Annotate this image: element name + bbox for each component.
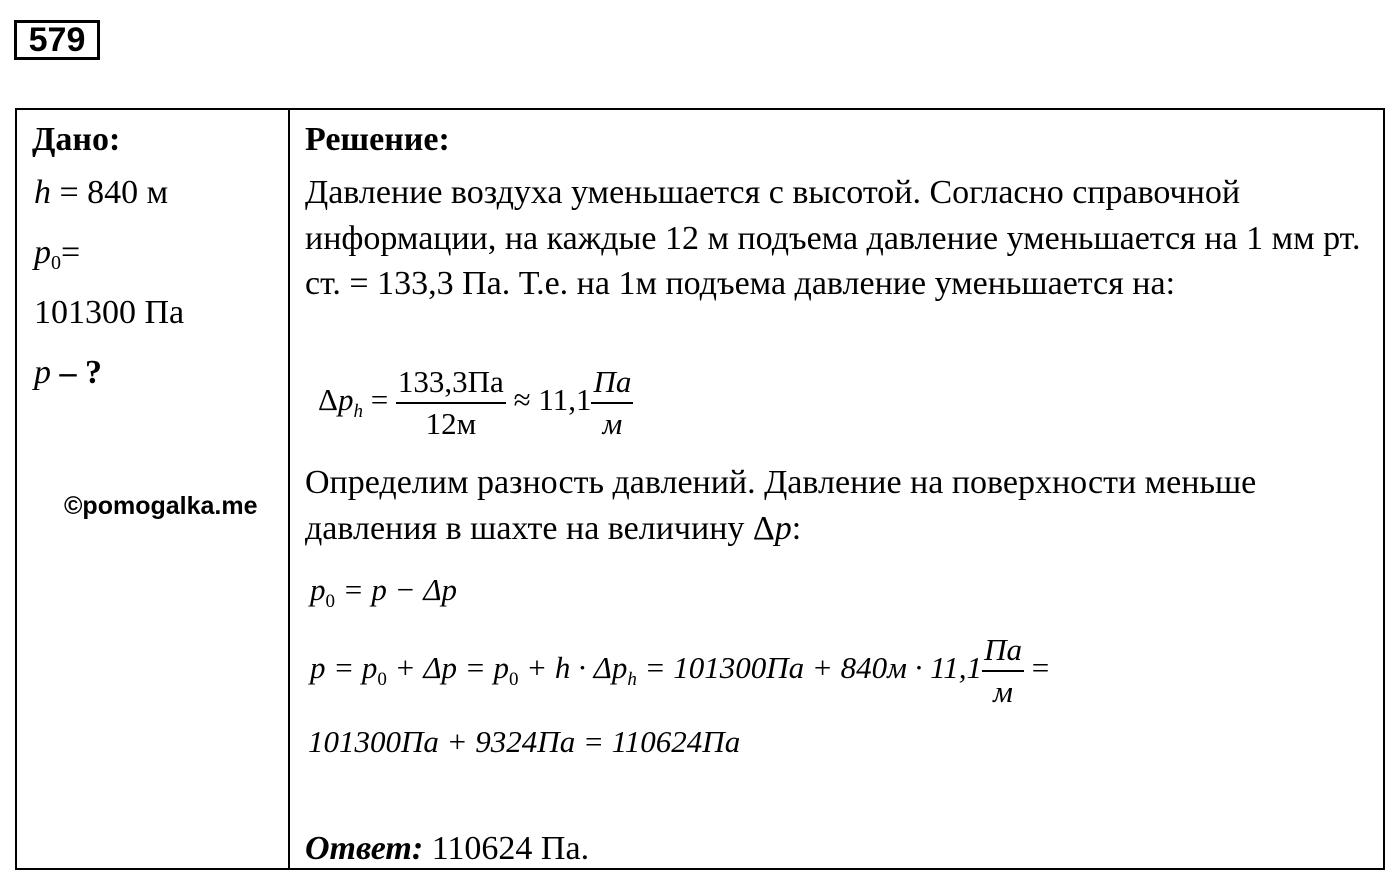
- given-column: [17, 110, 288, 868]
- formula-p-calculation: $p = p_0 + \Delta p = p_0 + h \cdot \Delta p_h = 101300Па + 840м \cdot 11,1$ $\frac{Па}{м}$ =: [310, 630, 1049, 712]
- p-variable: p: [34, 354, 51, 391]
- p0-value: 101300 Па: [34, 294, 185, 331]
- answer-label: Ответ:: [305, 830, 424, 867]
- given-p0: [34, 233, 80, 283]
- answer: [305, 830, 589, 868]
- fraction-1: $\frac{133,3Па}{12м}$: [397, 364, 504, 441]
- formula-p0: $p_0 = p - \Delta p$: [310, 572, 458, 612]
- given-unknown: [34, 353, 102, 393]
- height-variable: h: [34, 174, 51, 211]
- p0-variable: p: [34, 234, 51, 271]
- given-height: [34, 173, 168, 213]
- formula-result: 101300Па + 9324Па = 110624Па: [308, 724, 741, 759]
- fraction-2: $\frac{Па}{м}$: [593, 364, 632, 441]
- p0-subscript: 0: [51, 252, 61, 274]
- fraction-3: $\frac{Па}{м}$: [984, 632, 1022, 709]
- solution-paragraph-2: Определим разность давлений. Давление на поверхности меньше давления в шахте на величину Δp:: [305, 464, 1257, 547]
- solution-paragraph-1: Давление воздуха уменьшается с высотой. Согласно справочной информации, на каждые 12 м подъема давление уменьшается на 1 мм рт. ст. = 133,3 Па. Т.е. на 1м подъема давление уменьшается на:: [305, 174, 1361, 302]
- problem-number: 579: [14, 20, 100, 60]
- formula-pressure-gradient: $\Delta p_h$ = $\frac{133,3Па}{12м}$ ≈ 11,1 $\frac{Па}{м}$: [318, 362, 633, 444]
- solution-header: Решение:: [305, 121, 450, 158]
- p0-equals: =: [61, 234, 81, 271]
- given-header: Дано:: [32, 121, 121, 158]
- answer-value: 110624 Па.: [423, 830, 590, 867]
- height-value: = 840 м: [51, 174, 169, 211]
- solution-column: [290, 110, 1383, 868]
- solution-table: [15, 108, 1385, 870]
- watermark: ©pomogalka.me: [64, 492, 258, 520]
- unknown-mark: – ?: [51, 354, 102, 391]
